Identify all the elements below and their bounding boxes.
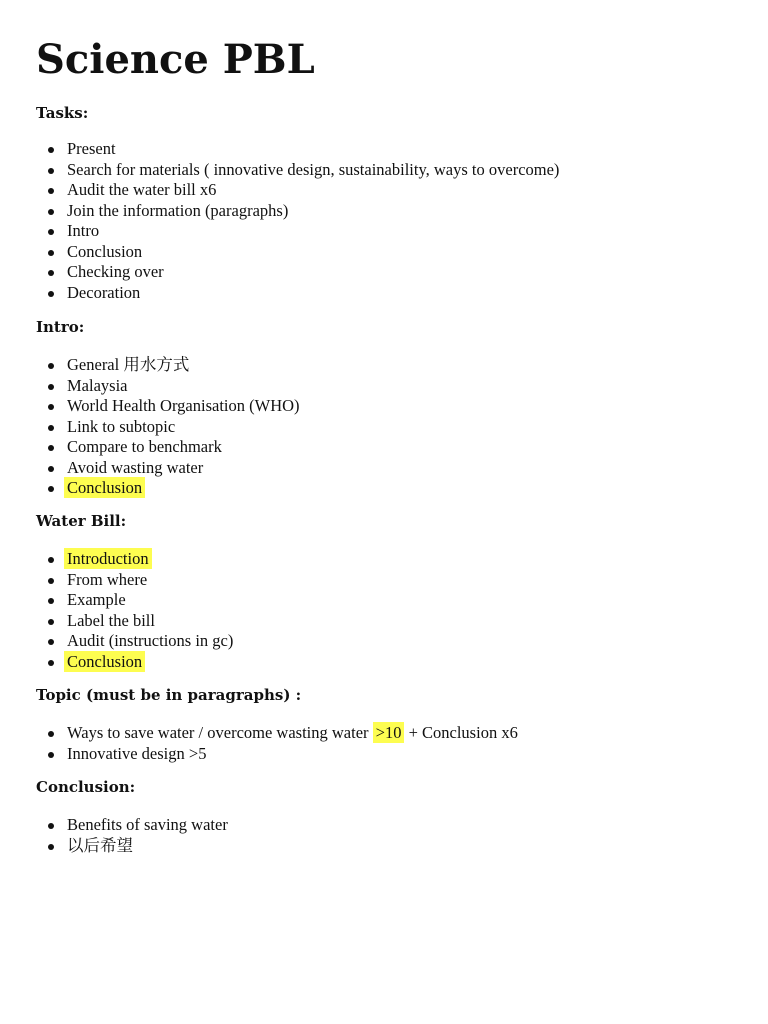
list-item: Present <box>36 139 559 160</box>
bullet-icon <box>48 363 54 369</box>
bullet-icon <box>48 619 54 625</box>
list-item: Malaysia <box>36 376 300 397</box>
bullet-icon <box>48 209 54 215</box>
list-item: General 用水方式 <box>36 355 300 376</box>
list-item: Decoration <box>36 283 559 304</box>
conclusion-heading: Conclusion: <box>36 778 136 796</box>
list-item <box>36 478 300 499</box>
page-title: Science PBL <box>36 36 315 83</box>
bullet-icon <box>48 557 54 563</box>
list-item: Compare to benchmark <box>36 437 300 458</box>
bullet-icon <box>48 466 54 472</box>
list-item: Audit (instructions in gc) <box>36 631 233 652</box>
bullet-icon <box>48 598 54 604</box>
intro-list <box>36 355 300 499</box>
list-item: Ways to save water / overcome wasting water >10 + Conclusion x6 <box>36 723 518 744</box>
bullet-icon <box>48 147 54 153</box>
bullet-icon <box>48 425 54 431</box>
tasks-list <box>36 139 559 303</box>
list-item: World Health Organisation (WHO) <box>36 396 300 417</box>
bullet-icon <box>48 823 54 829</box>
bullet-icon <box>48 752 54 758</box>
list-item: Conclusion <box>36 242 559 263</box>
bullet-icon <box>48 168 54 174</box>
list-item: Label the bill <box>36 611 233 632</box>
bullet-icon <box>48 188 54 194</box>
bullet-icon <box>48 486 54 492</box>
bullet-icon <box>48 250 54 256</box>
bullet-icon <box>48 445 54 451</box>
list-item: Innovative design >5 <box>36 744 518 765</box>
bullet-icon <box>48 384 54 390</box>
bullet-icon <box>48 229 54 235</box>
water-bill-heading: Water Bill: <box>36 512 127 530</box>
tasks-heading: Tasks: <box>36 104 89 122</box>
list-item: Intro <box>36 221 559 242</box>
bullet-icon <box>48 639 54 645</box>
list-item: From where <box>36 570 233 591</box>
list-item: Audit the water bill x6 <box>36 180 559 201</box>
list-item <box>36 549 233 570</box>
topic-heading: Topic (must be in paragraphs) : <box>36 686 302 704</box>
bullet-icon <box>48 404 54 410</box>
conclusion-list <box>36 815 228 856</box>
list-item: Benefits of saving water <box>36 815 228 836</box>
topic-section <box>36 685 301 705</box>
highlighted-text: Introduction <box>64 548 152 569</box>
tasks-section <box>36 103 88 123</box>
bullet-icon <box>48 731 54 737</box>
list-item: Example <box>36 590 233 611</box>
bullet-icon <box>48 660 54 666</box>
highlighted-text: Conclusion <box>64 651 145 672</box>
highlighted-text: Conclusion <box>64 477 145 498</box>
bullet-icon <box>48 270 54 276</box>
water-bill-section <box>36 511 126 531</box>
highlighted-text: >10 <box>373 722 405 743</box>
list-item: 以后希望 <box>36 836 228 857</box>
intro-section <box>36 317 84 337</box>
list-item: Search for materials ( innovative design, sustainability, ways to overcome) <box>36 160 559 181</box>
list-item: Join the information (paragraphs) <box>36 201 559 222</box>
list-item: Link to subtopic <box>36 417 300 438</box>
intro-heading: Intro: <box>36 318 85 336</box>
topic-list <box>36 723 518 764</box>
conclusion-section <box>36 777 135 797</box>
bullet-icon <box>48 291 54 297</box>
bullet-icon <box>48 578 54 584</box>
water-bill-list <box>36 549 233 672</box>
list-item: Avoid wasting water <box>36 458 300 479</box>
list-item <box>36 652 233 673</box>
list-item: Checking over <box>36 262 559 283</box>
bullet-icon <box>48 844 54 850</box>
